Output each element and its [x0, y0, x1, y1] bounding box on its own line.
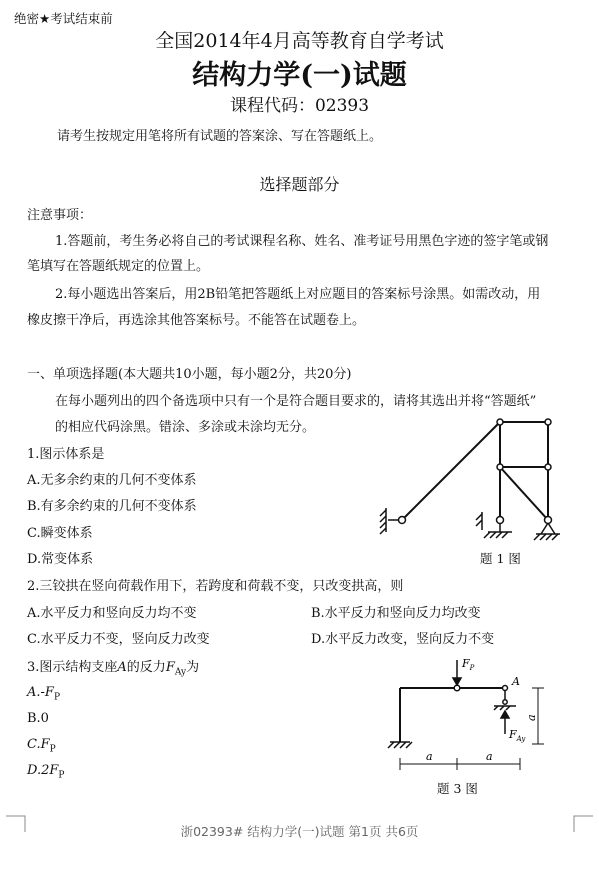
q3-stem-force: F [165, 660, 175, 675]
q3-option-c [27, 737, 56, 755]
q2-stem: 2.三铰拱在竖向荷载作用下，若跨度和荷载不变，只改变拱高，则 [27, 579, 404, 594]
answer-instruction: 请考生按规定用笔将所有试题的答案涂、写在答题纸上。 [57, 129, 383, 144]
note-1-line-2: 笔填写在答题纸规定的位置上。 [27, 259, 210, 274]
q2-option-c: C.水平反力不变，竖向反力改变 [27, 632, 210, 647]
q3-stem [27, 656, 199, 678]
q3-fig-dim-vertical: a [525, 714, 538, 721]
q3-option-a-sub: P [53, 692, 60, 703]
q3-stem-force-sub: Ay [174, 667, 187, 678]
note-2-line-2: 橡皮擦干净后，再选涂其他答案标号。不能答在试题卷上。 [27, 313, 366, 328]
q3-frame-figure [380, 652, 560, 774]
q2-option-b: B.水平反力和竖向反力均改变 [311, 606, 481, 621]
q2-option-a: A.水平反力和竖向反力均不变 [27, 606, 197, 621]
q3-option-b: B.0 [27, 711, 49, 726]
secret-label: 绝密★考试结束前 [14, 11, 113, 26]
q3-option-d-sub: P [58, 770, 65, 781]
q3-fig-load-label: $F_P$ [462, 657, 475, 672]
part-1-desc-line-1: 在每小题列出的四个备选项中只有一个是符合题目要求的，请将其选出并将“答题纸” [55, 394, 537, 409]
note-2-line-1: 2.每小题选出答案后，用2B铅笔把答题纸上对应题目的答案标号涂黑。如需改动，用 [55, 287, 541, 302]
part-1-desc-line-2: 的相应代码涂黑。错涂、多涂或未涂均无分。 [55, 420, 316, 435]
q1-option-b: B.有多余约束的几何不变体系 [27, 499, 197, 514]
q3-option-a-text: A.-F [27, 685, 54, 700]
q3-fig-reaction-label: $F_{Ay}$ [509, 728, 526, 743]
q1-option-d: D.常变体系 [27, 552, 94, 567]
q1-option-a: A.无多余约束的几何不变体系 [27, 473, 197, 488]
page-footer: 浙02393# 结构力学(一)试题 第1页 共6页 [180, 824, 419, 839]
q3-option-d [27, 763, 64, 781]
q1-truss-figure [370, 412, 570, 570]
subject-title: 结构力学(一)试题 [192, 60, 407, 91]
notes-heading: 注意事项： [27, 208, 93, 223]
q3-option-c-text: C.F [27, 737, 50, 752]
part-1-heading: 一、单项选择题(本大题共10小题，每小题2分，共20分) [27, 367, 352, 382]
q3-stem-var: A [117, 660, 127, 675]
q3-figure-caption: 题 3 图 [437, 781, 478, 796]
note-1-line-1: 1.答题前，考生务必将自己的考试课程名称、姓名、准考证号用黑色字迹的签字笔或钢 [55, 234, 549, 249]
q3-option-c-sub: P [49, 744, 56, 755]
q3-fig-dim-a2: a [486, 750, 493, 763]
q3-option-d-text: D.2F [27, 763, 59, 778]
q2-option-d: D.水平反力改变，竖向反力不变 [311, 632, 495, 647]
exam-title: 全国2014年4月高等教育自学考试 [155, 30, 444, 52]
q3-fig-point-a: A [512, 675, 520, 688]
q3-stem-prefix: 3.图示结构支座 [27, 660, 118, 675]
course-code: 课程代码：02393 [229, 96, 370, 116]
q3-option-a [27, 685, 60, 703]
q3-stem-mid: 的反力 [126, 660, 166, 675]
q3-fig-dim-a1: a [426, 750, 433, 763]
q1-option-c: C.瞬变体系 [27, 526, 93, 541]
q3-stem-suffix: 为 [186, 660, 200, 675]
section-title: 选择题部分 [259, 175, 340, 194]
q1-figure-caption: 题 1 图 [480, 551, 521, 566]
q1-stem: 1.图示体系是 [27, 447, 105, 462]
